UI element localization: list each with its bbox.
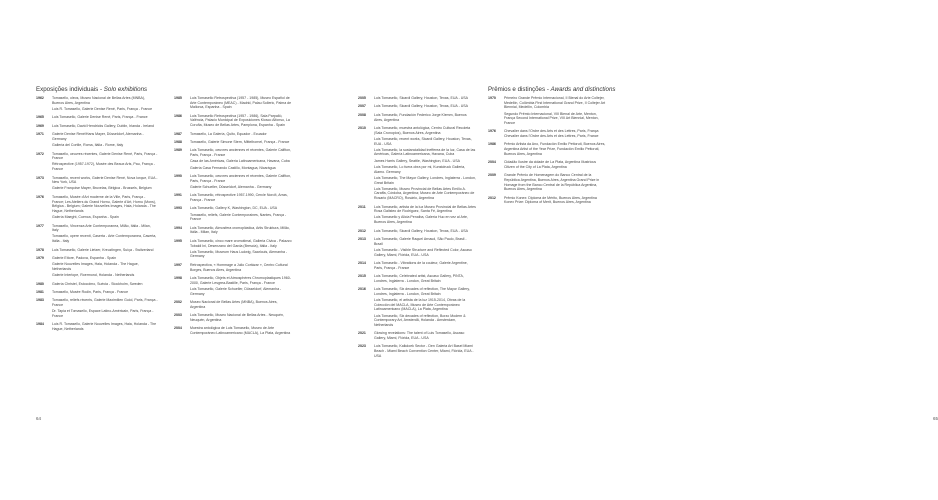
list-item [174,239,292,261]
entry-items [190,114,292,130]
list-item [174,300,292,311]
entry-year: 1998 [174,275,182,280]
entry-year: 2023 [358,344,366,349]
list-item [36,282,158,288]
list-item [358,96,476,102]
entry-text: Luis Tomasello, Galerie Raquel Arnaud, São Paulo, Brasil - Brazil [374,236,467,246]
entry-year: 1979 [36,256,44,260]
section-title-separator: - [98,86,104,93]
entry-text: Galerie Schueller, Düsseldorf, Alemanha - Germany [190,184,272,189]
list-item [36,298,158,320]
left-page [0,0,325,500]
entry-items [504,196,606,207]
entry-text: Tomasello, reliefs récents, Galerie Maximilien Guiol, Paris, França - France [52,298,158,308]
list-item [174,132,292,138]
entry-text: Luis R. Tomasello, Galerie Nouvelles Images, Haia, Holanda - The Hague, Netherlands [52,322,157,332]
list-item [36,176,158,193]
page-number-right: 65 [933,416,938,421]
entry-items [190,132,292,138]
list-item [174,140,292,146]
entry-items [52,124,158,130]
entry-text: Luis Tomasello, Museo Nacional de Bellas Artes - Neuquén, Neuquén, Argentina [190,313,284,322]
entry-items [504,173,606,193]
entry-items [504,142,606,158]
entry-text: Retrospectiva, « Hommage a Julio Cortázar », Centro Cultural Borges, Buenos Aires, Argentina [190,262,288,272]
entry-items [190,226,292,237]
entry-items [52,290,158,296]
entry-year: 2012 [488,195,496,200]
entry-year: 2004 [174,326,182,331]
list-item [36,132,158,149]
entry-year: 1962 [36,96,44,100]
entry-year: 2011 [358,204,366,209]
list-item [174,263,292,274]
entry-text: Grande Prêmio de Homenagem do Banco Central de la República Argentina, Buenos Aires, Argentina Grand Prize in Homage from the Banco Central de la República Argentina, Buenos Aires, Argentina [504,173,600,192]
list-item [358,344,476,360]
list-item [36,152,158,174]
list-item [358,331,476,342]
entry-items [190,148,292,171]
entry-year: 2008 [358,112,366,117]
section-title-pt: Exposições individuais [36,86,99,93]
entry-items [52,132,158,149]
entry-items [190,300,292,311]
entry-items [504,160,606,171]
entry-year: 1971 [36,132,44,137]
entry-year: 2005 [358,96,366,100]
entry-items [52,282,158,288]
entry-items [374,229,476,235]
list-item [174,193,292,204]
entry-year: 1986 [174,113,182,118]
entry-items [52,256,158,279]
list-item [174,313,292,324]
entry-year: 1977 [36,223,44,228]
entry-text: Luis Tomasello, Six decades of reflection, Borzo Modern & Contemporary Art, Amsterdã, Holanda - Amsterdam, Netherlands [374,313,466,327]
entry-items [374,237,476,259]
section-title-en: Solo exhibitions [103,86,148,93]
entry-items [52,322,158,333]
entry-text: Dr. Tapia et Tomasello, Espace Latino-Américain, Paris, França - France [52,309,154,319]
entry-text: Tomasello, opere recenti, Caserta - Arte Contemporanea, Caserta, Itália - Italy [52,234,157,244]
entry-items [52,176,158,193]
section-title-pt: Prêmios e distinções [488,86,546,93]
entry-text: Luis Tomasello, Sicardi Gallery, Houston, Texas, EUA - USA [374,228,469,233]
list-item [358,229,476,235]
list-item [488,142,606,158]
entry-text: Luis Tomasello, la sustancialidad inefferea de la luz, Casa de las Américas, Galería Latinoamericana, Havana, Cuba [374,147,476,157]
entry-text: Galería Christel, Estocolmo, Suécia - Stockholm, Sweden [52,281,143,286]
entry-year: 1976 [488,129,496,134]
entry-text: Luis Tomasello, muestra antológica, Centro Cultural Recoleta (Sala Cronopios), Buenos Aires, Argentina [374,125,471,135]
entry-text: Luis Tomasello, Six decades of reflection, The Mayor Gallery, Londres, Inglaterra - London, Great Britain [374,287,470,296]
entry-items [52,195,158,221]
list-item [358,126,476,202]
entry-text: Prêmio Konex: Diploma de Mérito, Buenos Aires, Argentina Konex Prize: Diploma of Merit, Buenos Aires, Argentina [504,195,597,205]
list-item [358,261,476,272]
entry-text: Primeiro Grande Prêmio Internacional, II Bienal do Arte Coltejer, Medellín, Colômbia First International Grand Prize, II Coltejer Art Biennial, Medellín, Colombia [504,96,606,110]
entry-year: 1985 [174,96,182,100]
entry-items [504,96,606,127]
entry-text: Luis Tomasello, Galerie Denise René, Paris, França - France [52,115,148,120]
entry-text: Luis Tomasello, cinco mare cromotimal, Galleria Civica - Palazzo Tobaldi Ini, Desenzano del Garda (Brescia), Itália - Italy [190,238,292,248]
entry-text: Luis Tomasello - Visible Structure and Reflected Color, Ascaso Gallery, Miami, Flórida, EUA - USA [374,247,472,257]
entry-items [190,313,292,324]
list-item [174,114,292,130]
entry-text: Luis Tomasello, rétrospective 1957-1990, Cercle Noroît, Arras, França - France [190,193,288,202]
entry-text: Tomasello, Musée Rodin, Paris, França - France [52,290,129,295]
entry-text: Tomasello, reliefs, Galerie Contemporaines, Nantes, França - France [190,212,287,222]
entry-text: Luis Tomasello, el artista de la luz 1915-2014, Obras de la Colección del MACLA, Museo de Arte Contemporáneo Latinoamericano (MACLA), La Plata, Argentina [374,298,466,312]
list-item [36,96,158,113]
list-item [174,96,292,112]
entry-year: 1983 [36,298,44,303]
entry-text: Tomasello, oleos, Museo Nacional de Bellas Artes (MNBA), Buenos Aires, Argentina [52,96,146,105]
entry-year: 2010 [358,125,366,130]
entry-items [190,326,292,337]
list-item [174,206,292,223]
entry-year: 2002 [174,299,182,304]
entry-items [52,298,158,320]
entry-year: 1978 [36,247,44,252]
entry-text: Museo Nacional de Bellas Artes (MNBA), Buenos Aires, Argentina [190,299,278,309]
entry-text: Luis Tomasello, Galerie Schueller, Düsseldorf, Alemanha - Germany [190,286,282,296]
entry-items [374,344,476,360]
entry-year: 1988 [174,139,182,144]
entry-year: 1976 [36,194,44,199]
entry-text: Tomasello, Musée d'Art moderne de la Ville, Paris, França - France; Les Ateliers du Grand Hornu, Galerie d'Art, Hornu (Mons), Bélgica - Belgium; Galerie Nouvelles Images, Haia, Holanda - The Hague, Netherlands [52,194,156,213]
entry-text: Luis Tomasello, Atmosfera cromoplástica, Artis Struktura, Milão, Itália - Milan, Italy [190,225,290,235]
entry-text: Luis Tomasello Retrospectiva (1957 - 1986), Sala Parpalló, Valência, Palacio Municipal de Exposiciones Kiosco Alfonso, La Coruña, Museo de Bellas Artes, Pamplona, Espanha - Spain [190,113,290,128]
entry-items [190,174,292,191]
entry-year: 2021 [358,331,366,336]
entry-text: Muestra antológica de Luis Tomasello, Museo de Arte Contemporáneo Latinoamericano (MACLA), La Plata, Argentina [190,326,291,335]
entry-year: 1973 [36,175,44,180]
entry-year: 1972 [36,151,44,156]
list-item [36,195,158,221]
entry-items [374,274,476,285]
list-item [36,290,158,296]
entry-year: 2016 [358,287,366,292]
entry-year: 1997 [174,262,182,267]
entry-text: Luis Tomasello, recent works, Sicardi Gallery, Houston, Texas, EUA - USA [374,136,472,146]
list-item [36,248,158,254]
section-title-separator: - [545,86,551,93]
entry-text: Galería Casa Fernando Castillo, Montagua, Nicarágua [190,165,276,170]
entry-items [374,261,476,272]
entry-text: Luis Tomasello, oeuvres anciennes et récentes, Galerie Calfiton, Paris, França - France [190,148,292,158]
entry-items [52,152,158,174]
entry-text: Prêmio Artista da Ano, Fundación Emilio Pettoruti, Buenos Aires, Argentina Artist of the Year Prize, Fundación Emilio Pettoruti, Buenos Aires, Argentina [504,142,606,156]
entry-items [190,206,292,223]
entry-text: Galerie Denise René/Hans Mayer, Düsseldorf, Alemanha - Germany [52,132,144,141]
entry-year: 1970 [488,96,496,100]
entry-text: Cidadão Ilustre da cidade de La Plata, Argentina Illustrious Citizen of the City of La Plata, Argentina [504,160,597,169]
entry-text: Luis Tomasello, David Hendricks Gallery, Dublin, Irlanda - Ireland [52,123,154,128]
entry-items [190,263,292,274]
entry-text: Tomasello, La Galería, Quito, Equador - Ecuador [190,131,267,136]
entry-text: Luis Tomasello - Vibrations de la couleur, Galerie Argentine, Paris, França - France [374,260,468,270]
entry-year: 1984 [36,322,44,327]
exhibitions-column-3 [358,96,476,362]
entry-text: Galerie Ettore, Padova, Espanha - Spain [52,256,117,260]
list-item [488,173,606,193]
list-item [358,237,476,259]
entry-year: 2012 [358,228,366,233]
entry-items [190,96,292,112]
list-item [174,226,292,237]
entry-year: 1991 [174,193,182,198]
exhibitions-column-1 [36,96,158,336]
entry-items [52,224,158,246]
entry-items [374,126,476,202]
entry-text: Galerie Françoise Mayer, Bruxelas, Bélgica - Brussels, Belgium [52,186,152,191]
entry-text: Segundo Prêmio Internacional, VIII Bienal de Arte, Menton, França Second International Prize, VIII Art Biennial, Menton, France [504,111,599,125]
list-item [174,148,292,171]
entry-items [374,104,476,110]
entry-text: Glowing revelations: The talent of Luis Tomasello, Ascaso Gallery, Miami, Flórida, EUA - USA [374,331,465,340]
entry-text: Tomasello, recent works, Galerie Denise René, Nova Iorque, EUA - New York, USA [52,175,158,185]
entry-items [52,96,158,113]
list-item [174,326,292,337]
entry-text: Luis Tomasello, oeuvres anciennes et récentes, Galerie Calfiton, Paris, França - France [190,173,292,183]
list-item [358,113,476,124]
exhibitions-column-2 [174,96,292,339]
entry-items [52,115,158,121]
entry-text: Galería Maeght, Cuenca, Espanha - Spain [52,215,119,220]
list-item [36,115,158,121]
entry-year: 2014 [358,260,366,265]
list-item [358,104,476,110]
entry-text: Luis Tomasello, Galerie Lietzer, Kreuzlingen, Suíça - Switzerland [52,247,154,252]
entry-items [190,276,292,298]
awards-column [488,96,606,209]
list-item [36,124,158,130]
entry-text: Luis Tomasello, Objets et Atmosphères Chromoplastiques 1960-2000, Galerie Lesgrea-Bastille, Paris, França - France [190,275,291,285]
entry-text: Luis Tomasello, Celebrated artist, Ascaso Gallery, PINTA, Londres, Inglaterra - London, Great Britain [374,274,464,283]
entry-year: 1987 [174,131,182,136]
entry-text: Tomasello, Vincenza Arte Contemporanea, Milão, Itália - Milan, Italy [52,223,151,233]
entry-text: Luis Tomasello, Museum Haus Ludwig, Saarlouis, Alemanha - Germany [190,249,288,259]
entry-text: Luis Tomasello, Gallery K, Washington, DC, EUA - USA [190,206,278,211]
entry-year: 2015 [358,274,366,279]
list-item [488,129,606,140]
entry-year: 1969 [36,123,44,128]
entry-items [52,248,158,254]
entry-year: 2009 [488,173,496,178]
list-item [358,274,476,285]
entry-year: 1980 [36,281,44,286]
entry-text: Luis Tomasello, The Mayor Gallery, Londres, Inglaterra - London, Great Britain [374,175,476,185]
entry-year: 1993 [174,206,182,211]
section-title-en: Awards and distinctions [550,86,616,93]
entry-items [190,140,292,146]
entry-text: Galerie Interlope, Roermond, Holanda - Netherlands [52,273,135,278]
list-item [358,287,476,329]
entry-text: Tomasello, oeuvres récentes, Galerie Denise René, Paris, França - France [52,151,158,161]
entry-year: 2013 [358,236,366,241]
entry-items [190,239,292,261]
list-item [488,160,606,171]
entry-text: Luis Tomasello Retrospectiva (1957 - 1985), Museo Español de Arte Contemporáneo (MEAC) - Madrid, Palau Solleric, Palma de Mallorca, Espanha - Spain [190,96,292,110]
entry-year: 1981 [36,290,44,295]
entry-items [374,205,476,227]
entry-text: Luis Tomasello, Museo Provincial de Bellas Artes Emilio A. Caraffa, Córdoba, Argentina; Museo de Arte Contemporáneo de Rosario (MACRO), Rosário, Argentina [374,186,475,201]
entry-items [374,331,476,342]
list-item [174,276,292,298]
list-item [36,256,158,279]
entry-text: Luis Tomasello, artista de la luz Museo Provincial de Bellas Artes Rosa Galisteo de Rodríguez, Santa Fé, Argentina [374,204,476,214]
entry-year: 2004 [488,160,496,165]
entry-items [374,287,476,329]
entry-text: Casa de las Américas, Galería Latinoamericana, Havana, Cuba [190,159,290,164]
entry-text: Tomasello, Galerie Simone Stern, Mittelhornel, França - France [190,139,290,144]
page-number-left: 64 [36,416,42,421]
entry-year: 2007 [358,104,366,109]
section-title-awards [488,86,615,93]
entry-text: Galleria del Cortile, Roma, Itália - Rome, Italy [52,143,124,148]
entry-text: Luis Tomasello, Lo fuera obra por mi, Kunstdruck Galleria, Alamo. Germany [374,164,466,174]
list-item [174,174,292,191]
entry-year: 1990 [174,173,182,178]
entry-items [190,193,292,204]
entry-items [374,96,476,102]
list-item [358,205,476,227]
entry-text: Luis Tomasello y Alicia Penalba, Galería Huo en vez al Arte, Buenos Aires, Argentina [374,215,468,225]
entry-year: 1986 [488,142,496,147]
entry-items [504,129,606,140]
entry-text: Galerie Nouvelles Images, Haia, Holanda - The Hague, Netherlands [52,262,139,271]
list-item [36,224,158,246]
list-item [488,96,606,127]
entry-text: James Harris Gallery, Seattle, Washington, EUA - USA [374,158,460,163]
list-item [36,322,158,333]
entry-text: Luis Tomasello, Fundación Federico Jorge Klemm, Buenos Aires, Argentina [374,112,467,122]
entry-year: 2003 [174,313,182,318]
list-item [488,196,606,207]
section-title-solo-exhibitions [36,86,147,93]
entry-text: Luis Tomasello, Sicardi Gallery, Houston, Texas, EUA - USA [374,96,469,100]
entry-year: 1989 [174,148,182,153]
entry-year: 1994 [174,225,182,230]
entry-text: Luis Tomasello, Sicardi Gallery, Houston, Texas, EUA - USA [374,104,469,109]
entry-year: 1965 [36,115,44,120]
entry-text: Chevalier dans l'Ordre des Arts et des Lettres, Paris, França Chevalier dans l'Ordre des Arts et des Lettres, Paris, France [504,129,599,138]
entry-text: Rétrospective (1957-1972), Musée des Beaux Arts, Pau, França - France [52,162,155,172]
entry-text: Luis Tomasello, Kalkdoek Sector - Den Galeria Art Basel Miami Beach - Miami Beach Convention Center, Miami, Flórida, EUA - USA [374,344,474,358]
entry-items [374,113,476,124]
entry-year: 1995 [174,238,182,243]
entry-text: Luis R. Tomasello, Galerie Denise René, Paris, França - France [52,106,153,111]
